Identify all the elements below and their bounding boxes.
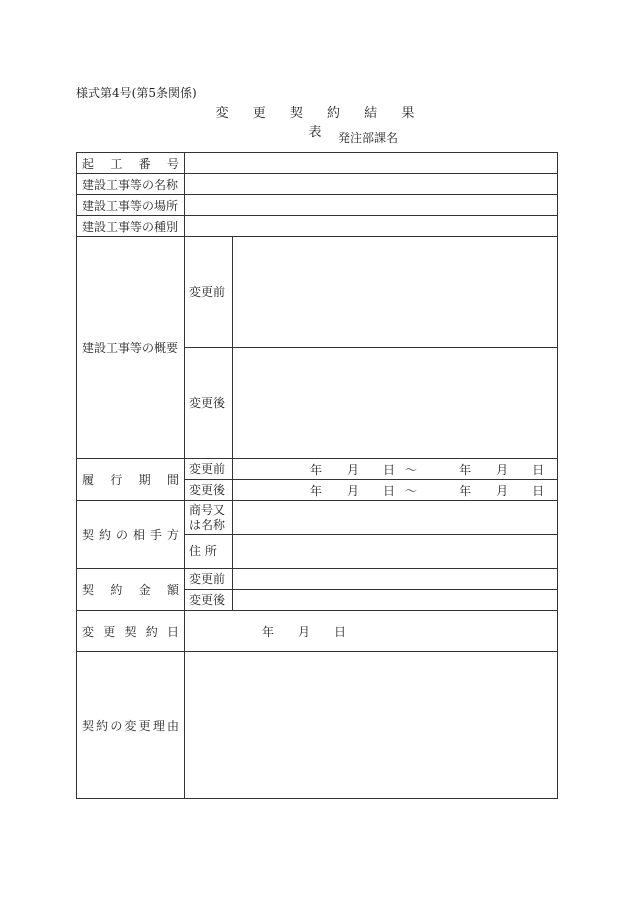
value-work-type[interactable] [185, 216, 558, 237]
document-title: 変 更 契 約 結 果 表 [215, 106, 425, 140]
label-work-type: 建設工事等の種別 [77, 216, 185, 237]
date-day: 日 [334, 624, 347, 639]
amount-after-label: 変更後 [185, 590, 233, 611]
label-work-name: 建設工事等の名称 [77, 174, 185, 195]
date-day: 日 [532, 483, 545, 498]
trade-name-line-2: は名称 [189, 517, 226, 532]
form-reference: 様式第4号(第5条関係) [76, 86, 197, 100]
row-party-name [77, 501, 558, 535]
trade-name-line-1: 商号又 [189, 502, 226, 517]
amount-before-value[interactable] [233, 569, 558, 590]
date-year: 年 [310, 462, 323, 477]
value-construction-number[interactable] [185, 153, 558, 174]
date-day: 日 [532, 462, 545, 477]
date-year: 年 [310, 483, 323, 498]
label-performance-period: 履 行 期 間 [77, 459, 185, 501]
label-work-summary: 建設工事等の概要 [77, 237, 185, 459]
value-work-name[interactable] [185, 174, 558, 195]
row-period-before [77, 459, 558, 480]
row-work-place [77, 195, 558, 216]
change-contract-result-table [76, 152, 558, 799]
date-tilde: ～ [405, 483, 418, 498]
row-amount-before [77, 569, 558, 590]
date-day: 日 [383, 483, 396, 498]
summary-before-value[interactable] [233, 237, 558, 348]
period-before-value[interactable] [233, 459, 558, 480]
label-construction-number: 起 工 番 号 [77, 153, 185, 174]
summary-before-label: 変更前 [185, 237, 233, 348]
row-work-name [77, 174, 558, 195]
row-construction-number [77, 153, 558, 174]
label-contract-amount: 契 約 金 額 [77, 569, 185, 611]
period-after-dates [237, 482, 553, 499]
date-day: 日 [383, 462, 396, 477]
date-year: 年 [262, 624, 275, 639]
party-name-value[interactable] [233, 501, 558, 535]
row-change-contract-date [77, 611, 558, 652]
label-contract-party: 契約の相手方 [77, 501, 185, 569]
ordering-department-label: 発注部課名 [338, 131, 399, 145]
period-after-value[interactable] [233, 480, 558, 501]
date-month: 月 [496, 483, 509, 498]
period-before-label: 変更前 [185, 459, 233, 480]
change-reason-value[interactable] [185, 652, 558, 799]
date-year: 年 [459, 483, 472, 498]
date-month: 月 [298, 624, 311, 639]
date-tilde: ～ [405, 462, 418, 477]
period-after-label: 変更後 [185, 480, 233, 501]
row-change-reason [77, 652, 558, 799]
row-summary-before [77, 237, 558, 348]
change-contract-date-value[interactable] [185, 611, 558, 652]
party-address-value[interactable] [233, 535, 558, 569]
amount-before-label: 変更前 [185, 569, 233, 590]
change-date-glyphs [189, 623, 553, 640]
row-work-type [77, 216, 558, 237]
party-name-label [185, 501, 233, 535]
label-change-reason: 契約の変更理由 [77, 652, 185, 799]
label-work-place: 建設工事等の場所 [77, 195, 185, 216]
value-work-place[interactable] [185, 195, 558, 216]
date-month: 月 [347, 462, 360, 477]
date-month: 月 [496, 462, 509, 477]
party-address-label: 住 所 [185, 535, 233, 569]
date-year: 年 [459, 462, 472, 477]
amount-after-value[interactable] [233, 590, 558, 611]
summary-after-label: 変更後 [185, 348, 233, 459]
period-before-dates [237, 461, 553, 478]
label-change-contract-date: 変 更 契 約 日 [77, 611, 185, 652]
date-month: 月 [347, 483, 360, 498]
summary-after-value[interactable] [233, 348, 558, 459]
